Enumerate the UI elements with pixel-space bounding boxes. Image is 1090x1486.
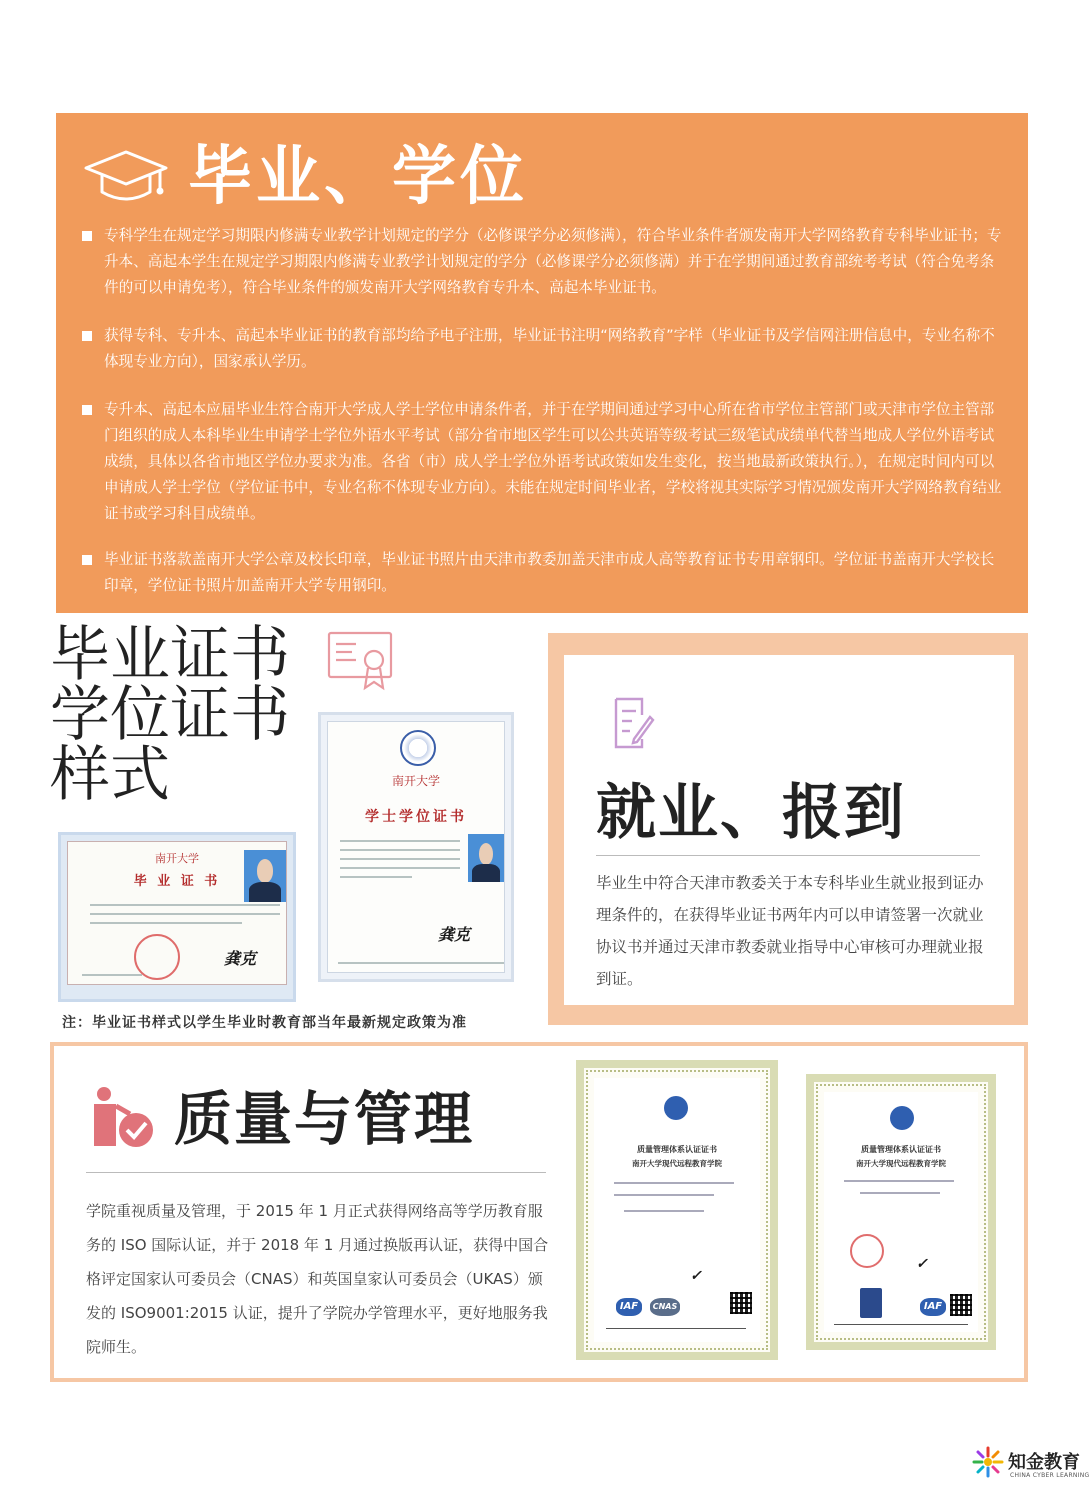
quality-title: 质量与管理 xyxy=(174,1085,475,1153)
brand-tagline: CHINA CYBER LEARNING xyxy=(1010,1472,1090,1479)
employment-card xyxy=(564,655,1014,1005)
graduation-list xyxy=(82,223,1002,621)
signature-mark: ✓ xyxy=(916,1256,928,1272)
degree-body-text xyxy=(340,840,460,885)
diploma-title: 毕 业 证 书 xyxy=(133,874,221,889)
degree-signature: 龚克 xyxy=(438,925,471,944)
certification-logo-icon xyxy=(664,1096,688,1120)
degree-footer-text xyxy=(338,962,504,971)
ukas-logo-icon xyxy=(860,1288,882,1318)
graduation-section xyxy=(56,113,1028,613)
student-photo xyxy=(468,834,504,882)
degree-sample-image xyxy=(318,712,514,982)
iaf-logo: IAF xyxy=(616,1298,642,1316)
iso-cert-org: 南开大学现代远程教育学院 xyxy=(632,1159,722,1168)
list-item: 获得专科、专升本、高起本毕业证书的教育部均给予电子注册，毕业证书注明“网络教育”字样（毕业证书及学信网注册信息中，专业名称不体现专业方向），国家承认学历。 xyxy=(82,323,1002,375)
qr-code-icon xyxy=(730,1292,752,1314)
square-bullet-icon xyxy=(82,231,92,241)
graduation-title: 毕业、学位 xyxy=(188,140,528,214)
red-seal-icon xyxy=(850,1234,884,1268)
employment-title: 就业、报到 xyxy=(596,778,906,848)
iso-certificate-image xyxy=(576,1060,778,1360)
divider xyxy=(86,1172,546,1173)
iso-cert-org: 南开大学现代远程教育学院 xyxy=(856,1159,946,1168)
graduation-header xyxy=(80,137,528,217)
employment-section xyxy=(548,633,1028,1025)
diploma-sample-image xyxy=(58,832,296,1002)
list-item: 专升本、高起本应届毕业生符合南开大学成人学士学位申请条件者，并于在学期间通过学习中心所在省市学位主管部门或天津市学位主管部门组织的成人本科毕业生申请学士学位外语水平考试（部分省市地区学生可以公共英语等级考试三级笔试成绩单代替当地成人学位外语考试成绩，具体以各省市地区学位办要求为准。各省（市）成人学士学位外语考试政策如发生变化，按当地最新政策执行。），在规定时间内可以申请成人学士学位（学位证书中，专业名称不体现专业方向）。未能在规定时间毕业者，学校将视其实际学习情况颁发南开大学网络教育结业证书或学习科目成绩单。 xyxy=(82,397,1002,527)
iso-cert-heading: 质量管理体系认证证书 xyxy=(861,1145,941,1154)
list-item: 毕业证书落款盖南开大学公章及校长印章，毕业证书照片由天津市教委加盖天津市成人高等教育证书专用章钢印。学位证书盖南开大学校长印章，学位证书照片加盖南开大学专用钢印。 xyxy=(82,547,1002,599)
divider xyxy=(596,855,980,856)
list-item: 专科学生在规定学习期限内修满专业教学计划规定的学分（必修课学分必须修满），符合毕业条件者颁发南开大学网络教育专科毕业证书；专升本、高起本学生在规定学习期限内修满专业教学计划规定的学分（必修课学分必须修满）并于在学期间通过教育部统考考试（符合免考条件的可以申请免考），符合毕业条件的颁发南开大学网络教育专升本、高起本毕业证书。 xyxy=(82,223,1002,301)
degree-school-name: 南开大学 xyxy=(391,774,440,788)
diploma-footer-text xyxy=(82,974,282,983)
diploma-signature: 龚克 xyxy=(224,949,257,968)
qr-code-icon xyxy=(950,1294,972,1316)
certification-logo-icon xyxy=(890,1106,914,1130)
brand-mark-icon xyxy=(972,1446,1004,1478)
employment-text: 毕业生中符合天津市教委关于本专科毕业生就业报到证办理条件的，在获得毕业证书两年内可以申请签署一次就业协议书并通过天津市教委就业指导中心审核可办理就业报到证。 xyxy=(596,874,984,988)
degree-title: 学士学位证书 xyxy=(365,809,467,825)
person-check-icon xyxy=(90,1084,156,1156)
brand-name: 知金教育 xyxy=(1008,1452,1080,1473)
school-emblem-icon xyxy=(400,730,436,766)
certificate-heading: 毕业证书 学位证书 样式 xyxy=(50,620,290,810)
certificate-icon xyxy=(326,630,394,692)
iso-cert-heading: 质量管理体系认证证书 xyxy=(637,1145,717,1154)
certificate-note: 注：毕业证书样式以学生毕业时教育部当年最新规定政策为准 xyxy=(62,1015,467,1031)
square-bullet-icon xyxy=(82,405,92,415)
signature-mark: ✓ xyxy=(690,1268,702,1284)
iaf-logo: IAF xyxy=(920,1298,946,1316)
brand-logo xyxy=(968,1444,1090,1486)
diploma-school-name: 南开大学 xyxy=(155,852,199,865)
student-photo xyxy=(244,850,286,902)
cnas-logo: CNAS xyxy=(650,1298,680,1316)
iso-certificate-image xyxy=(806,1074,996,1350)
graduation-cap-icon xyxy=(80,146,172,208)
square-bullet-icon xyxy=(82,555,92,565)
document-pen-icon xyxy=(612,695,654,751)
quality-text: 学院重视质量及管理，于 2015 年 1 月正式获得网络高等学历教育服务的 ISO 国际认证，并于 2018 年 1 月通过换版再认证，获得中国合格评定国家认可委员会（CNAS）和英国皇家认可委员会（UKAS）颁发的 ISO9001:2015 认证，提升了学院办学管理水平，更好地服务我院师生。 xyxy=(86,1202,549,1356)
diploma-body-text xyxy=(90,904,280,931)
square-bullet-icon xyxy=(82,331,92,341)
